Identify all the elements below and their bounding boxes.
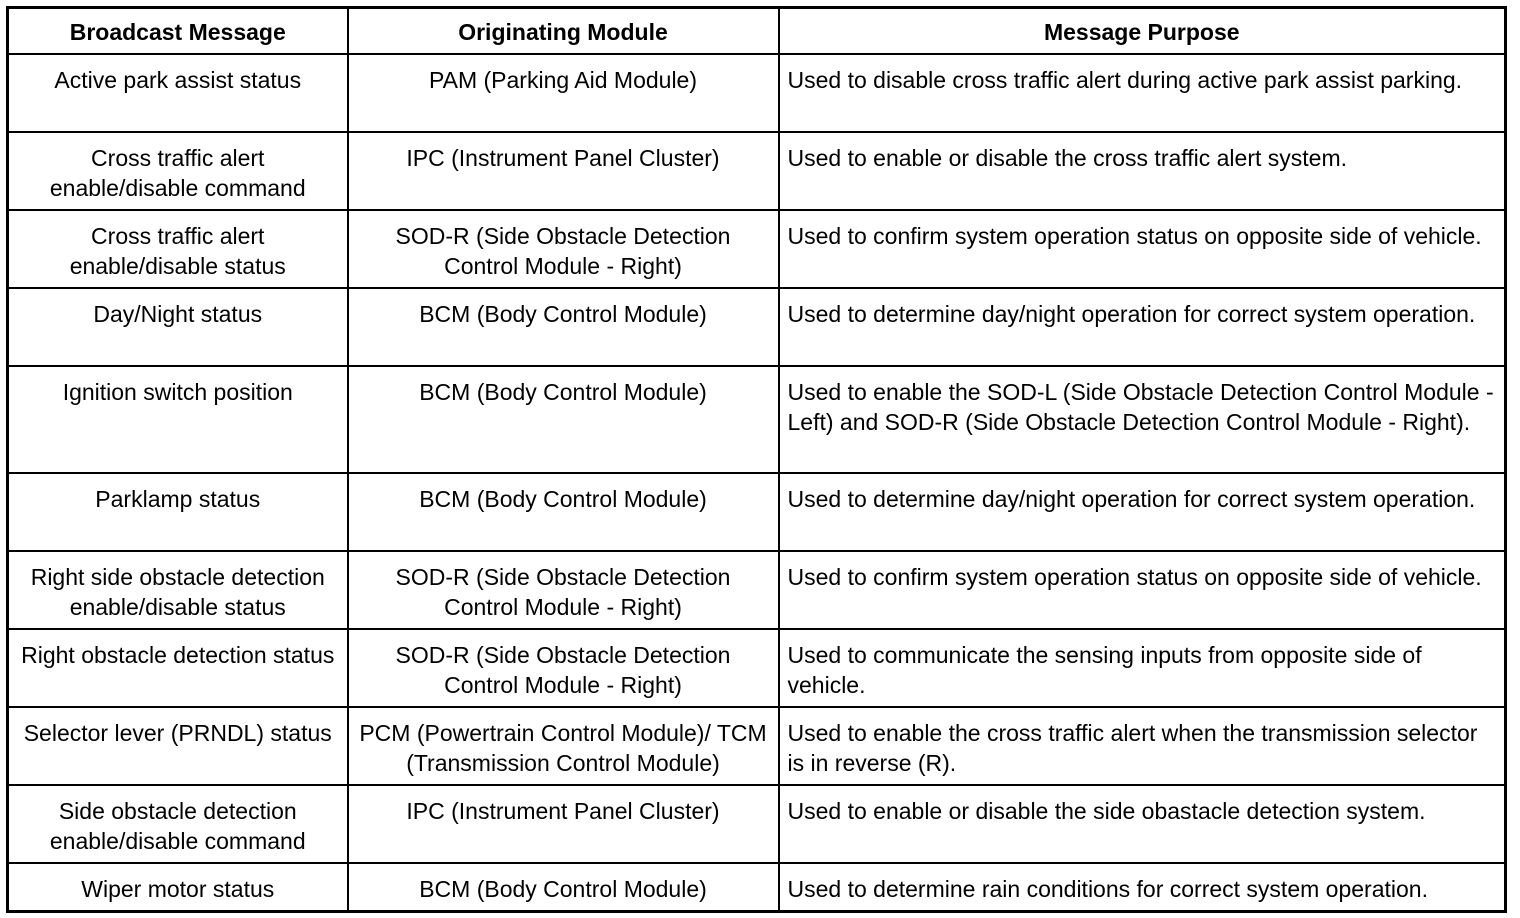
originating-module-cell: BCM (Body Control Module) (348, 473, 779, 551)
originating-module-cell: SOD-R (Side Obstacle Detection Control Module - Right) (348, 210, 779, 288)
originating-module-cell: BCM (Body Control Module) (348, 366, 779, 473)
broadcast-message-cell: Wiper motor status (8, 863, 348, 912)
table-row (8, 785, 1506, 863)
table-row (8, 210, 1506, 288)
table-row (8, 551, 1506, 629)
table-row (8, 473, 1506, 551)
table-header-row (8, 8, 1506, 54)
broadcast-message-cell: Day/Night status (8, 288, 348, 366)
broadcast-message-cell: Active park assist status (8, 54, 348, 132)
originating-module-cell: PAM (Parking Aid Module) (348, 54, 779, 132)
header-broadcast-message: Broadcast Message (8, 8, 348, 54)
message-purpose-cell: Used to enable or disable the side obastacle detection system. (779, 785, 1506, 863)
broadcast-message-cell: Right obstacle detection status (8, 629, 348, 707)
header-originating-module: Originating Module (348, 8, 779, 54)
message-purpose-cell: Used to confirm system operation status on opposite side of vehicle. (779, 210, 1506, 288)
table-row (8, 366, 1506, 473)
message-purpose-cell: Used to disable cross traffic alert during active park assist parking. (779, 54, 1506, 132)
table-row (8, 288, 1506, 366)
originating-module-cell: BCM (Body Control Module) (348, 863, 779, 912)
originating-module-cell: IPC (Instrument Panel Cluster) (348, 785, 779, 863)
table-row (8, 54, 1506, 132)
table-row (8, 863, 1506, 912)
broadcast-message-table (6, 6, 1507, 913)
originating-module-cell: PCM (Powertrain Control Module)/ TCM (Transmission Control Module) (348, 707, 779, 785)
originating-module-cell: SOD-R (Side Obstacle Detection Control Module - Right) (348, 551, 779, 629)
message-purpose-cell: Used to determine day/night operation for correct system operation. (779, 473, 1506, 551)
message-purpose-cell: Used to confirm system operation status on opposite side of vehicle. (779, 551, 1506, 629)
table-row (8, 629, 1506, 707)
table-row (8, 132, 1506, 210)
broadcast-message-cell: Ignition switch position (8, 366, 348, 473)
broadcast-message-cell: Right side obstacle detection enable/disable status (8, 551, 348, 629)
broadcast-message-cell: Cross traffic alert enable/disable status (8, 210, 348, 288)
message-purpose-cell: Used to communicate the sensing inputs from opposite side of vehicle. (779, 629, 1506, 707)
table-row (8, 707, 1506, 785)
message-purpose-cell: Used to enable the SOD-L (Side Obstacle Detection Control Module - Left) and SOD-R (Side Obstacle Detection Control Module - Right). (779, 366, 1506, 473)
message-purpose-cell: Used to determine day/night operation for correct system operation. (779, 288, 1506, 366)
originating-module-cell: SOD-R (Side Obstacle Detection Control Module - Right) (348, 629, 779, 707)
originating-module-cell: BCM (Body Control Module) (348, 288, 779, 366)
broadcast-message-cell: Cross traffic alert enable/disable command (8, 132, 348, 210)
message-purpose-cell: Used to enable or disable the cross traffic alert system. (779, 132, 1506, 210)
message-purpose-cell: Used to determine rain conditions for correct system operation. (779, 863, 1506, 912)
originating-module-cell: IPC (Instrument Panel Cluster) (348, 132, 779, 210)
broadcast-message-cell: Parklamp status (8, 473, 348, 551)
broadcast-message-cell: Selector lever (PRNDL) status (8, 707, 348, 785)
message-purpose-cell: Used to enable the cross traffic alert when the transmission selector is in reverse (R). (779, 707, 1506, 785)
header-message-purpose: Message Purpose (779, 8, 1506, 54)
broadcast-message-cell: Side obstacle detection enable/disable command (8, 785, 348, 863)
